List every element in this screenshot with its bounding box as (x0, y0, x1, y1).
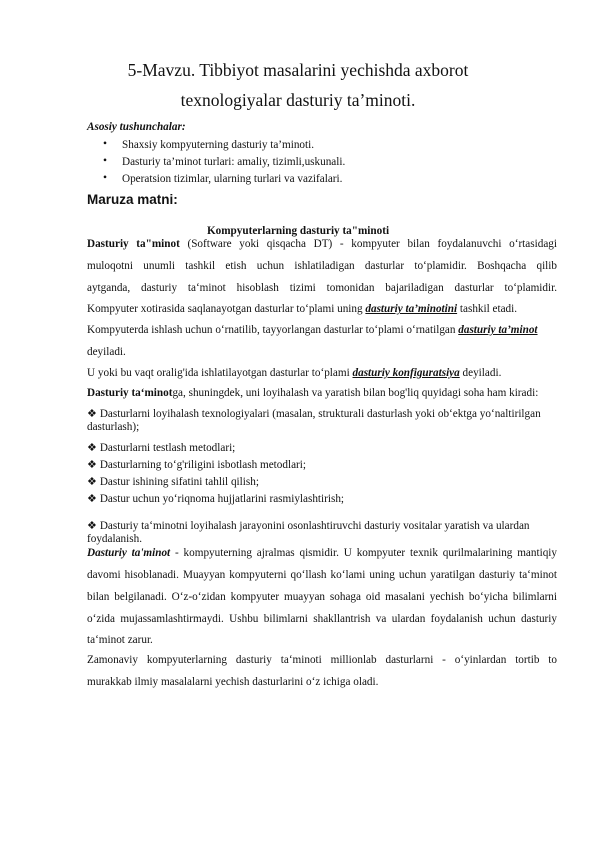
paragraph-line (87, 238, 557, 250)
diamond-bullet-icon: ❖ (87, 459, 98, 471)
list-item (87, 475, 557, 488)
list-item-text: Dasturlarni testlash metodlari; (99, 442, 236, 454)
list-item-continuation: dasturlash); (87, 421, 140, 433)
page-title-line-2: texnologiyalar dasturiy ta’minoti. (180, 90, 416, 110)
list-item (87, 441, 557, 454)
term-emphasis: dasturiy konfiguratsiya (352, 367, 460, 379)
text-span: ga, shuningdek, uni loyihalash va yaratish bilan bog'liq quyidagi soha ham kiradi: (172, 387, 539, 399)
text-span: U yoki bu vaqt oralig'ida ishlatilayotgan dasturlar to‘plami (87, 367, 353, 379)
term-emphasis: dasturiy ta’minot (458, 324, 538, 336)
paragraph-line: deyiladi. (87, 346, 126, 358)
list-item (87, 458, 557, 471)
paragraph-line: aytganda, dasturiy ta‘minot hisoblash tizimi tomonidan bajariladigan dasturlar to‘plamidir. (87, 282, 557, 294)
page-title-line-1: 5-Mavzu. Tibbiyot masalarini yechishda axborot (127, 60, 469, 80)
list-item-text: Dasturlarning to‘g'riligini isbotlash metodlari; (99, 459, 306, 471)
list-item (87, 407, 557, 420)
list-item-text: Dasturlarni loyihalash texnologiyalari (masalan, strukturali dasturlash yoki ob‘ektga yo‘naltirilgan (99, 408, 541, 420)
text-span: - kompyuterning ajralmas qismidir. U kompyuter texnik qurilmalarining mantiqiy (170, 547, 557, 559)
list-item-continuation: foydalanish. (87, 533, 142, 545)
diamond-bullet-icon: ❖ (87, 442, 98, 454)
text-span: (Software yoki qisqacha DT) - kompyuter bilan foydalanuvchi o‘rtasidagi (179, 238, 557, 250)
bullet-icon: • (103, 138, 108, 150)
paragraph-line: bilan belgilanadi. O‘z-o‘zidan kompyuter muayyan sohaga oid masalani yechish bo‘yicha bilimlarni (87, 591, 557, 603)
diamond-bullet-icon: ❖ (87, 493, 98, 505)
paragraph-line: Zamonaviy kompyuterlarning dasturiy ta‘minoti millionlab dasturlarni - o‘yinlardan tortib to (87, 654, 557, 666)
diamond-bullet-icon: ❖ (87, 476, 98, 488)
key-concept-item: Dasturiy ta’minot turlari: amaliy, tizimli,uskunali. (122, 156, 346, 168)
list-item (87, 519, 557, 532)
paragraph-line (87, 324, 557, 336)
paragraph-line: ta‘minot zarur. (87, 634, 153, 646)
text-span: tashkil etadi. (457, 303, 518, 315)
term-bold: Dasturiy ta‘minot (87, 387, 173, 399)
text-span: Kompyuterda ishlash uchun o‘rnatilib, tayyorlangan dasturlar to‘plami o‘rnatilgan (87, 324, 459, 336)
paragraph-line (87, 547, 557, 559)
paragraph-line (87, 367, 557, 379)
paragraph-line: murakkab ilmiy masalalarni yechish dasturlarini o‘z ichiga oladi. (87, 676, 379, 688)
lecture-heading: Maruza matni: (87, 192, 178, 207)
term-emphasis: dasturiy ta’minotini (365, 303, 458, 315)
section-subheading: Kompyuterlarning dasturiy ta"minoti (206, 225, 390, 237)
paragraph-line (87, 387, 557, 399)
key-concepts-heading: Asosiy tushunchalar: (87, 121, 186, 133)
key-concept-item: Shaxsiy kompyuterning dasturiy ta’minoti. (122, 139, 315, 151)
text-span: Kompyuter xotirasida saqlanayotgan dasturlar to‘plami uning (87, 303, 366, 315)
diamond-bullet-icon: ❖ (87, 520, 98, 532)
bullet-icon: • (103, 172, 108, 184)
paragraph-line: davomi hisoblanadi. Muayyan kompyuterni qo‘llash ko‘lami uning uchun yaratilgan dasturiy ta‘minot (87, 569, 557, 581)
diamond-bullet-icon: ❖ (87, 408, 98, 420)
list-item-text: Dastur uchun yo‘riqnoma hujjatlarini rasmiylashtirish; (99, 493, 345, 505)
paragraph-line: muloqotni unumli tashkil etish uchun ishlatiladigan dasturlar to‘plamidir. Boshqacha qilib (87, 260, 557, 272)
paragraph-line: o‘zida mujassamlashtirmaydi. Ushbu bilimlarni shakllantrish va ulardan foydalanish uchun dasturiy (87, 613, 557, 625)
term-emphasis: Dasturiy ta'minot (87, 547, 171, 559)
key-concept-item: Operatsion tizimlar, ularning turlari va vazifalari. (122, 173, 343, 185)
paragraph-line (87, 303, 557, 315)
bullet-icon: • (103, 155, 108, 167)
text-span: deyiladi. (459, 367, 502, 379)
list-item-text: Dastur ishining sifatini tahlil qilish; (99, 476, 259, 488)
list-item (87, 492, 557, 505)
list-item-text: Dasturiy ta‘minotni loyihalash jarayonini osonlashtiruvchi dasturiy vositalar yaratish va ulardan (99, 520, 530, 532)
term-bold: Dasturiy ta"minot (87, 238, 180, 250)
